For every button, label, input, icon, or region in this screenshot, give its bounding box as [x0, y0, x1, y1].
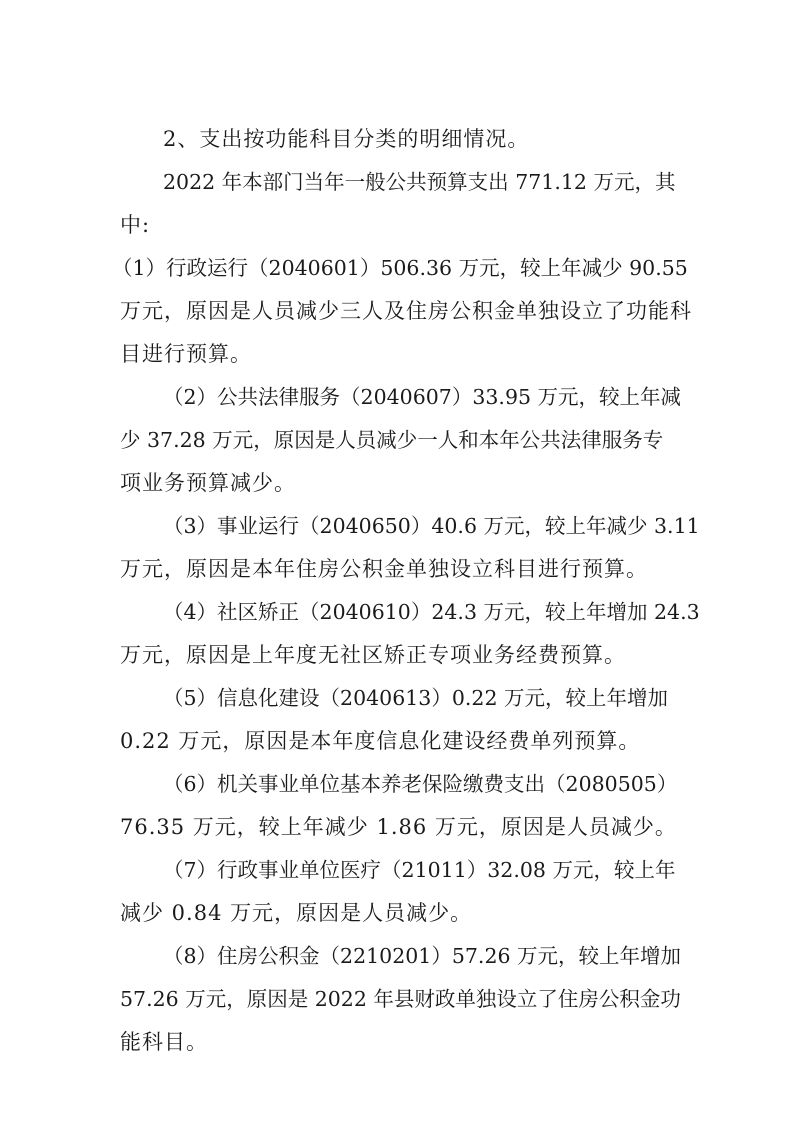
paragraph-line: 万元，原因是本年住房公积金单独设立科目进行预算。 — [120, 557, 648, 581]
paragraph-line: 万元，原因是人员减少三人及住房公积金单独设立了功能科 — [120, 299, 692, 323]
paragraph-line: 项业务预算减少。 — [120, 471, 296, 495]
paragraph-line: 中: — [120, 213, 151, 237]
paragraph-line: （7）行政事业单位医疗（21011）32.08 万元，较上年 — [163, 858, 676, 882]
paragraph-line: （1）行政运行（2040601）506.36 万元，较上年减少 90.55 — [112, 256, 688, 280]
paragraph-line: 57.26 万元，原因是 2022 年县财政单独设立了住房公积金功 — [120, 987, 681, 1011]
paragraph-line: （2）公共法律服务（2040607）33.95 万元，较上年减 — [163, 385, 682, 409]
paragraph-line: （8）住房公积金（2210201）57.26 万元，较上年增加 — [163, 944, 682, 968]
paragraph-line: 76.35 万元，较上年减少 1.86 万元，原因是人员减少。 — [120, 815, 677, 839]
paragraph-line: 万元，原因是上年度无社区矫正专项业务经费预算。 — [120, 643, 626, 667]
paragraph-line: 2022 年本部门当年一般公共预算支出 771.12 万元，其 — [163, 170, 676, 194]
paragraph-line: （6）机关事业单位基本养老保险缴费支出（2080505） — [163, 772, 678, 796]
paragraph-line: 能科目。 — [120, 1030, 208, 1054]
section-heading: 2、支出按功能科目分类的明细情况。 — [163, 127, 530, 151]
paragraph-line: 0.22 万元，原因是本年度信息化建设经费单列预算。 — [120, 729, 641, 753]
paragraph-line: （4）社区矫正（2040610）24.3 万元，较上年增加 24.3 — [163, 600, 700, 624]
paragraph-line: （3）事业运行（2040650）40.6 万元，较上年减少 3.11 — [163, 514, 700, 538]
paragraph-line: 少 37.28 万元，原因是人员减少一人和本年公共法律服务专 — [120, 428, 664, 452]
paragraph-line: （5）信息化建设（2040613）0.22 万元，较上年增加 — [163, 686, 669, 710]
paragraph-line: 减少 0.84 万元，原因是人员减少。 — [120, 901, 473, 925]
paragraph-line: 目进行预算。 — [120, 342, 252, 366]
